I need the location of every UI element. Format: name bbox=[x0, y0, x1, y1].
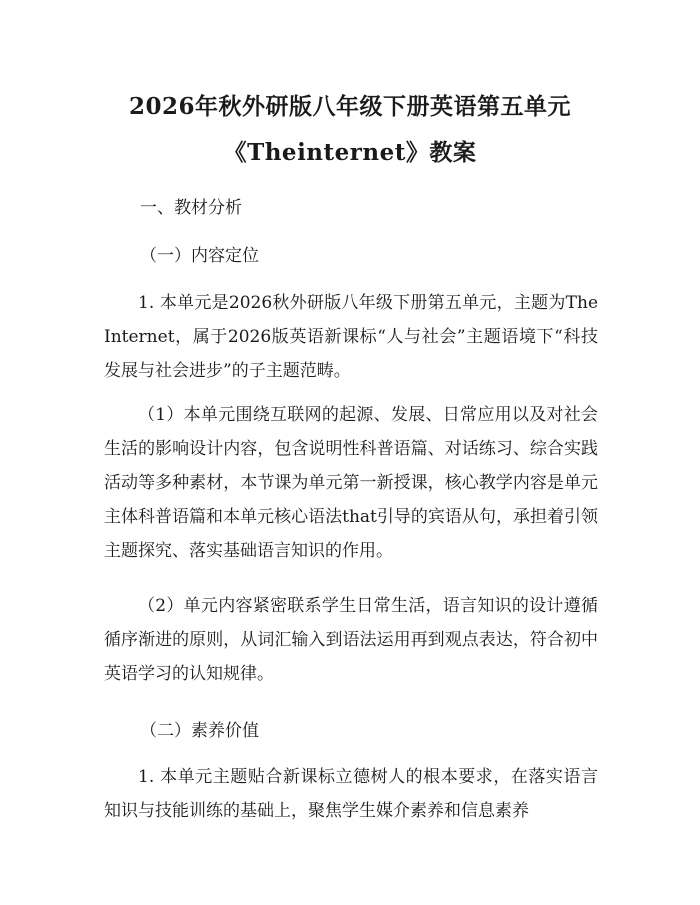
paragraph-unit-progression: （2）单元内容紧密联系学生日常生活，语言知识的设计遵循循序渐进的原则，从词汇输入到语法运用再到观点表达，符合初中英语学习的认知规律。 bbox=[104, 596, 598, 684]
document-title-line-2: 《Theinternet》教案 bbox=[223, 139, 477, 166]
paragraph-unit-content-design: （1）本单元围绕互联网的起源、发展、日常应用以及对社会生活的影响设计内容，包含说明性科普语篇、对话练习、综合实践活动等多种素材，本节课为单元第一新授课，核心教学内容是单元主体科普语篇和本单元核心语法that引导的宾语从句，承担着引领主题探究、落实基础语言知识的作用。 bbox=[104, 405, 598, 561]
subsection-heading-content-positioning: （一）内容定位 bbox=[140, 246, 259, 266]
paragraph-literacy-value: 1. 本单元主题贴合新课标立德树人的根本要求，在落实语言知识与技能训练的基础上，聚焦学生媒介素养和信息素养 bbox=[104, 767, 598, 821]
paragraph-unit-theme: 1. 本单元是2026秋外研版八年级下册第五单元，主题为The Internet，属于2026版英语新课标“人与社会”主题语境下“科技发展与社会进步”的子主题范畴。 bbox=[104, 293, 598, 381]
subsection-heading-literacy-value: （二）素养价值 bbox=[140, 721, 259, 741]
document-title-line-1: 2026年秋外研版八年级下册英语第五单元 bbox=[128, 93, 571, 120]
section-heading-textbook-analysis: 一、教材分析 bbox=[140, 198, 242, 218]
